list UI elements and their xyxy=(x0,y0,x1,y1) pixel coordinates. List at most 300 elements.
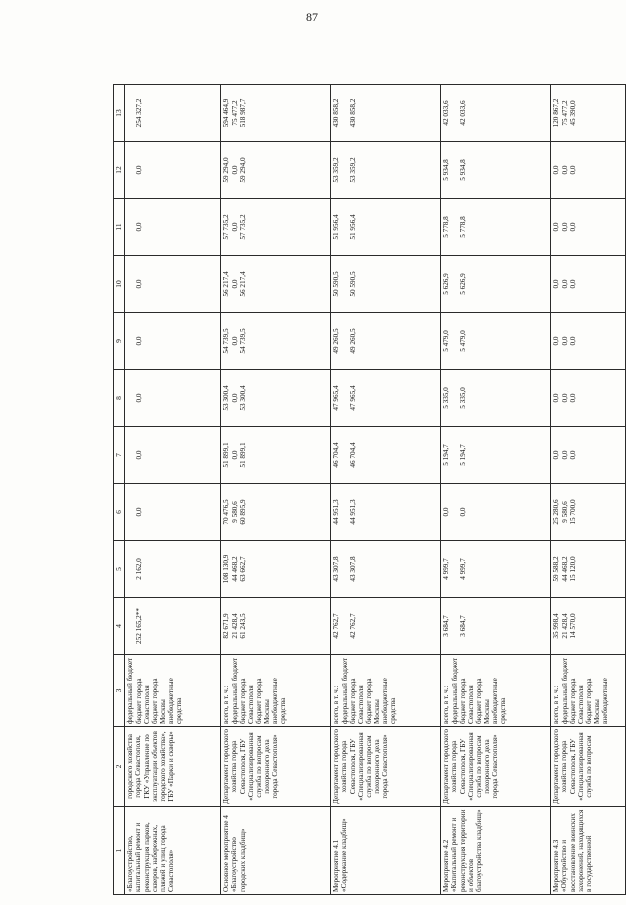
value-line xyxy=(468,600,476,652)
value-line xyxy=(366,258,374,310)
value-line xyxy=(126,315,134,367)
value-line: 75 477,2 xyxy=(230,100,239,126)
value-line: 42 762,7 xyxy=(349,613,358,639)
value-line: 14 570,0 xyxy=(569,613,578,639)
value-cell-col-8 xyxy=(125,370,221,427)
table-body xyxy=(125,85,626,895)
funding-source: федеральный бюджет xyxy=(450,657,459,724)
funding-source: федеральный бюджет xyxy=(126,657,135,724)
value-line: 0,0 xyxy=(569,450,578,460)
value-line xyxy=(126,372,134,424)
funding-source: бюджет города Севастополя xyxy=(134,678,151,724)
measure-name: Основное мероприятие 4 «Благоустройство городских кладбищ» xyxy=(221,807,331,895)
value-line xyxy=(143,87,151,139)
value-line: 47 965,4 xyxy=(349,385,358,411)
value-line xyxy=(476,543,484,595)
value-line xyxy=(476,258,484,310)
value-line: 51 956,4 xyxy=(332,214,341,240)
value-line: 44 951,3 xyxy=(332,499,341,525)
value-line: 5 335,0 xyxy=(442,387,451,409)
value-line xyxy=(366,372,374,424)
value-line: 0,0 xyxy=(552,279,561,289)
value-cell-col-9 xyxy=(221,313,331,370)
value-line xyxy=(341,429,349,481)
value-line xyxy=(248,144,256,196)
value-line: 21 428,4 xyxy=(230,613,239,639)
value-cell-col-7 xyxy=(125,427,221,484)
value-line: 5 778,8 xyxy=(459,216,468,238)
value-line xyxy=(451,372,459,424)
value-line: 0,0 xyxy=(560,450,569,460)
value-cell-col-11 xyxy=(221,199,331,256)
value-line xyxy=(476,87,484,139)
value-line xyxy=(451,201,459,253)
value-line: 108 130,9 xyxy=(222,554,231,584)
funding-sources xyxy=(551,655,626,727)
value-cell-col-8 xyxy=(551,370,626,427)
value-line xyxy=(468,486,476,538)
value-line: 0,0 xyxy=(569,279,578,289)
value-line: 0,0 xyxy=(230,279,239,289)
measure-executor: Департамент городского хозяйства города Севастополя, ГБУ «Специализированная служба по вопросам похоронного дела города Севастополя» xyxy=(441,727,551,807)
value-line xyxy=(341,486,349,538)
value-line xyxy=(578,372,586,424)
value-line xyxy=(451,429,459,481)
value-line xyxy=(358,258,366,310)
funding-source: внебюджетные средства xyxy=(491,678,508,724)
value-line xyxy=(248,429,256,481)
value-line: 35 998,4 xyxy=(552,613,561,639)
value-line: 0,0 xyxy=(560,336,569,346)
value-line: 0,0 xyxy=(560,222,569,232)
funding-sources xyxy=(331,655,441,727)
measure-name: Мероприятие 4.1 «Содержание кладбищ» xyxy=(331,807,441,895)
value-line xyxy=(248,486,256,538)
value-line xyxy=(152,543,160,595)
value-line xyxy=(578,201,586,253)
value-line xyxy=(358,144,366,196)
value-line: 0,0 xyxy=(134,450,143,460)
value-line xyxy=(256,486,264,538)
value-line xyxy=(248,600,256,652)
value-line: 0,0 xyxy=(569,336,578,346)
page-number: 87 xyxy=(306,10,318,24)
value-line: 47 965,4 xyxy=(332,385,341,411)
value-line xyxy=(358,543,366,595)
value-line xyxy=(256,144,264,196)
value-line xyxy=(152,486,160,538)
value-line xyxy=(126,87,134,139)
value-line xyxy=(248,258,256,310)
value-cell-col-4 xyxy=(331,598,441,655)
value-line: 0,0 xyxy=(560,393,569,403)
value-line xyxy=(451,144,459,196)
value-line xyxy=(126,201,134,253)
value-cell-col-5 xyxy=(551,541,626,598)
value-line xyxy=(143,486,151,538)
value-line: 51 899,1 xyxy=(239,442,248,468)
value-line xyxy=(341,372,349,424)
funding-source: бюджет города Москвы xyxy=(585,678,602,724)
value-line xyxy=(476,600,484,652)
funding-sources xyxy=(221,655,331,727)
budget-table xyxy=(113,84,626,895)
value-cell-col-10 xyxy=(441,256,551,313)
value-line: 53 300,4 xyxy=(222,385,231,411)
value-cell-col-5 xyxy=(221,541,331,598)
value-line: 9 580,6 xyxy=(560,501,569,523)
value-cell-col-9 xyxy=(125,313,221,370)
value-line: 0,0 xyxy=(134,393,143,403)
value-line xyxy=(256,429,264,481)
funding-source: бюджет города Севастополя xyxy=(239,678,256,724)
value-line xyxy=(248,315,256,367)
value-line: 44 951,3 xyxy=(349,499,358,525)
value-line xyxy=(256,600,264,652)
value-line xyxy=(152,258,160,310)
value-line: 5 479,0 xyxy=(442,330,451,352)
funding-source: внебюджетные xyxy=(601,678,610,724)
value-line xyxy=(451,315,459,367)
value-cell-col-6 xyxy=(441,484,551,541)
value-cell-col-4 xyxy=(551,598,626,655)
value-cell-col-9 xyxy=(441,313,551,370)
value-line xyxy=(126,600,134,652)
value-line: 0,0 xyxy=(552,393,561,403)
value-cell-col-7 xyxy=(331,427,441,484)
value-line xyxy=(341,87,349,139)
value-line: 5 479,0 xyxy=(459,330,468,352)
measure-executor: Департамент городского хозяйства города Севастополя, ГБУ «Специализированная служба по вопросам xyxy=(551,727,626,807)
value-line xyxy=(341,258,349,310)
value-line: 61 243,5 xyxy=(239,613,248,639)
value-line: 75 477,2 xyxy=(560,100,569,126)
value-line: 0,0 xyxy=(442,507,451,517)
value-line xyxy=(152,201,160,253)
value-cell-col-5 xyxy=(125,541,221,598)
funding-source: бюджет города Москвы xyxy=(365,678,382,724)
value-line xyxy=(366,201,374,253)
value-line xyxy=(476,372,484,424)
value-cell-col-13 xyxy=(441,85,551,142)
value-line: 60 895,9 xyxy=(239,499,248,525)
value-line: 54 739,5 xyxy=(222,328,231,354)
value-line xyxy=(451,600,459,652)
value-line: 15 700,0 xyxy=(569,499,578,525)
value-line: 3 684,7 xyxy=(459,615,468,637)
value-line xyxy=(451,87,459,139)
value-line xyxy=(341,144,349,196)
value-line: 0,0 xyxy=(230,165,239,175)
value-line xyxy=(256,258,264,310)
value-line xyxy=(578,315,586,367)
value-line xyxy=(143,315,151,367)
funding-source: всего, в т. ч.: xyxy=(332,685,341,724)
value-cell-col-11 xyxy=(125,199,221,256)
value-line: 43 307,8 xyxy=(349,556,358,582)
value-line: 5 626,9 xyxy=(442,273,451,295)
value-line xyxy=(152,372,160,424)
col-header-5: 5 xyxy=(114,541,125,598)
value-line xyxy=(126,258,134,310)
value-cell-col-6 xyxy=(221,484,331,541)
value-line: 254 327,2 xyxy=(134,98,143,128)
value-line xyxy=(248,543,256,595)
value-line xyxy=(366,600,374,652)
value-cell-col-12 xyxy=(221,142,331,199)
value-line: 0,0 xyxy=(569,393,578,403)
value-line xyxy=(152,429,160,481)
value-line: 5 194,7 xyxy=(459,444,468,466)
value-cell-col-9 xyxy=(331,313,441,370)
value-line: 5 194,7 xyxy=(442,444,451,466)
value-line: 56 217,4 xyxy=(239,271,248,297)
value-cell-col-6 xyxy=(331,484,441,541)
value-line: 43 307,8 xyxy=(332,556,341,582)
value-cell-col-10 xyxy=(125,256,221,313)
value-line xyxy=(578,258,586,310)
value-line: 4 999,7 xyxy=(442,558,451,580)
funding-source: внебюджетные средства xyxy=(271,678,288,724)
measure-name: «Благоустройство, капитальный ремонт и реконструкция парков, скверов, набережных, пляжей и улиц города Севастополя» xyxy=(125,807,221,895)
value-line: 15 120,0 xyxy=(569,556,578,582)
value-line: 56 217,4 xyxy=(222,271,231,297)
value-line xyxy=(476,144,484,196)
value-line xyxy=(152,144,160,196)
funding-source: федеральный бюджет xyxy=(230,657,239,724)
value-line xyxy=(451,258,459,310)
value-line: 5 778,8 xyxy=(442,216,451,238)
funding-source: всего, в т. ч.: xyxy=(222,685,231,724)
value-line xyxy=(152,315,160,367)
col-header-10: 10 xyxy=(114,256,125,313)
value-line: 252 165,2** xyxy=(134,608,143,644)
value-line xyxy=(476,486,484,538)
col-header-2: 2 xyxy=(114,727,125,807)
value-line xyxy=(586,372,594,424)
value-cell-col-7 xyxy=(221,427,331,484)
col-header-13: 13 xyxy=(114,85,125,142)
value-line xyxy=(366,87,374,139)
value-line: 518 987,7 xyxy=(239,98,248,128)
value-line: 5 934,8 xyxy=(442,159,451,181)
value-line xyxy=(256,315,264,367)
value-line xyxy=(341,315,349,367)
value-line: 53 300,4 xyxy=(239,385,248,411)
value-cell-col-12 xyxy=(125,142,221,199)
value-line xyxy=(143,144,151,196)
header-row xyxy=(114,85,125,895)
funding-sources xyxy=(441,655,551,727)
value-cell-col-12 xyxy=(551,142,626,199)
value-line xyxy=(476,315,484,367)
value-line: 0,0 xyxy=(134,507,143,517)
value-cell-col-6 xyxy=(551,484,626,541)
value-line xyxy=(451,486,459,538)
value-cell-col-6 xyxy=(125,484,221,541)
value-line xyxy=(126,543,134,595)
value-line xyxy=(586,258,594,310)
value-line xyxy=(126,486,134,538)
funding-source: всего, в т. ч.: xyxy=(442,685,451,724)
col-header-7: 7 xyxy=(114,427,125,484)
value-line xyxy=(358,201,366,253)
value-line: 0,0 xyxy=(134,279,143,289)
value-cell-col-11 xyxy=(441,199,551,256)
value-line: 59 294,0 xyxy=(222,157,231,183)
value-line xyxy=(476,429,484,481)
value-line xyxy=(248,372,256,424)
table-row xyxy=(125,85,221,895)
measure-executor: Департамент городского хозяйства города Севастополя, ГБУ «Специализированная служба по вопросам похоронного дела города Севастополя» xyxy=(331,727,441,807)
value-line xyxy=(468,201,476,253)
value-cell-col-12 xyxy=(441,142,551,199)
value-line: 50 590,5 xyxy=(332,271,341,297)
value-line xyxy=(358,87,366,139)
measure-name: Мероприятие 4.3 «Обустройство и восстановление воинских захоронений, находящихся в государственной xyxy=(551,807,626,895)
value-cell-col-12 xyxy=(331,142,441,199)
value-line xyxy=(126,429,134,481)
value-line xyxy=(578,543,586,595)
value-line: 0,0 xyxy=(230,336,239,346)
value-line: 120 867,2 xyxy=(552,98,561,128)
value-line xyxy=(248,87,256,139)
col-header-6: 6 xyxy=(114,484,125,541)
value-line: 53 359,2 xyxy=(332,157,341,183)
value-line xyxy=(341,201,349,253)
value-cell-col-13 xyxy=(125,85,221,142)
value-line: 42 033,6 xyxy=(442,100,451,126)
value-line: 0,0 xyxy=(569,165,578,175)
funding-source: бюджет города Севастополя xyxy=(349,678,366,724)
value-line xyxy=(578,600,586,652)
value-cell-col-13 xyxy=(551,85,626,142)
value-line: 0,0 xyxy=(552,450,561,460)
value-cell-col-9 xyxy=(551,313,626,370)
value-line xyxy=(476,201,484,253)
value-line: 4 999,7 xyxy=(459,558,468,580)
value-line xyxy=(256,87,264,139)
col-header-9: 9 xyxy=(114,313,125,370)
value-line: 63 662,7 xyxy=(239,556,248,582)
value-line xyxy=(586,144,594,196)
funding-source: бюджет города Москвы xyxy=(150,678,167,724)
value-line xyxy=(468,543,476,595)
value-line xyxy=(366,429,374,481)
table-row xyxy=(331,85,441,895)
funding-source: внебюджетные средства xyxy=(381,678,398,724)
value-line: 0,0 xyxy=(459,507,468,517)
value-line xyxy=(468,258,476,310)
measure-executor: Департамент городского хозяйства города Севастополя, ГБУ «Специализированная служба по вопросам похоронного дела города Севастополя» xyxy=(221,727,331,807)
value-cell-col-4 xyxy=(221,598,331,655)
value-line: 59 294,0 xyxy=(239,157,248,183)
col-header-11: 11 xyxy=(114,199,125,256)
funding-source: всего, в т. ч.: xyxy=(552,685,561,724)
value-line xyxy=(586,486,594,538)
value-line: 5 934,8 xyxy=(459,159,468,181)
value-line: 0,0 xyxy=(569,222,578,232)
table-row xyxy=(551,85,626,895)
value-line xyxy=(578,429,586,481)
value-line: 42 762,7 xyxy=(332,613,341,639)
value-line xyxy=(366,144,374,196)
value-line: 3 684,7 xyxy=(442,615,451,637)
value-line: 46 704,4 xyxy=(332,442,341,468)
funding-sources xyxy=(125,655,221,727)
funding-source: федеральный бюджет xyxy=(560,657,569,724)
value-line: 0,0 xyxy=(134,165,143,175)
value-cell-col-4 xyxy=(441,598,551,655)
col-header-8: 8 xyxy=(114,370,125,427)
value-line: 2 162,0 xyxy=(134,558,143,580)
value-line: 0,0 xyxy=(230,222,239,232)
funding-source: бюджет города Севастополя xyxy=(459,678,476,724)
value-cell-col-7 xyxy=(551,427,626,484)
table-row xyxy=(221,85,331,895)
value-cell-col-10 xyxy=(551,256,626,313)
value-line xyxy=(578,144,586,196)
value-line: 0,0 xyxy=(560,165,569,175)
value-line xyxy=(358,315,366,367)
value-cell-col-8 xyxy=(331,370,441,427)
value-line xyxy=(126,144,134,196)
value-line xyxy=(358,486,366,538)
value-line: 9 580,6 xyxy=(230,501,239,523)
value-line xyxy=(143,372,151,424)
funding-source: бюджет города Москвы xyxy=(255,678,272,724)
funding-source: бюджет города Москвы xyxy=(475,678,492,724)
value-line: 0,0 xyxy=(552,336,561,346)
value-line: 430 858,2 xyxy=(332,98,341,128)
value-line xyxy=(256,372,264,424)
value-line xyxy=(451,543,459,595)
value-cell-col-13 xyxy=(221,85,331,142)
value-line: 5 335,0 xyxy=(459,387,468,409)
value-line xyxy=(341,600,349,652)
value-line xyxy=(358,372,366,424)
value-line: 430 858,2 xyxy=(349,98,358,128)
value-line xyxy=(586,201,594,253)
value-line: 57 735,2 xyxy=(239,214,248,240)
value-line: 59 588,2 xyxy=(552,556,561,582)
value-line: 0,0 xyxy=(134,222,143,232)
value-line: 44 468,2 xyxy=(230,556,239,582)
value-line xyxy=(358,429,366,481)
value-line: 594 464,9 xyxy=(222,98,231,128)
funding-source: бюджет города Севастополя xyxy=(569,678,586,724)
value-line xyxy=(468,144,476,196)
value-line: 5 626,9 xyxy=(459,273,468,295)
value-line xyxy=(248,201,256,253)
value-cell-col-5 xyxy=(441,541,551,598)
value-line: 57 735,2 xyxy=(222,214,231,240)
value-line: 49 260,5 xyxy=(349,328,358,354)
value-line: 25 280,6 xyxy=(552,499,561,525)
value-line: 49 260,5 xyxy=(332,328,341,354)
value-line xyxy=(468,315,476,367)
value-line xyxy=(152,600,160,652)
value-cell-col-11 xyxy=(331,199,441,256)
value-line xyxy=(341,543,349,595)
value-line: 50 590,5 xyxy=(349,271,358,297)
value-cell-col-8 xyxy=(221,370,331,427)
value-line: 0,0 xyxy=(552,222,561,232)
value-line xyxy=(586,600,594,652)
value-line: 0,0 xyxy=(552,165,561,175)
value-line: 54 739,5 xyxy=(239,328,248,354)
value-line: 0,0 xyxy=(230,450,239,460)
